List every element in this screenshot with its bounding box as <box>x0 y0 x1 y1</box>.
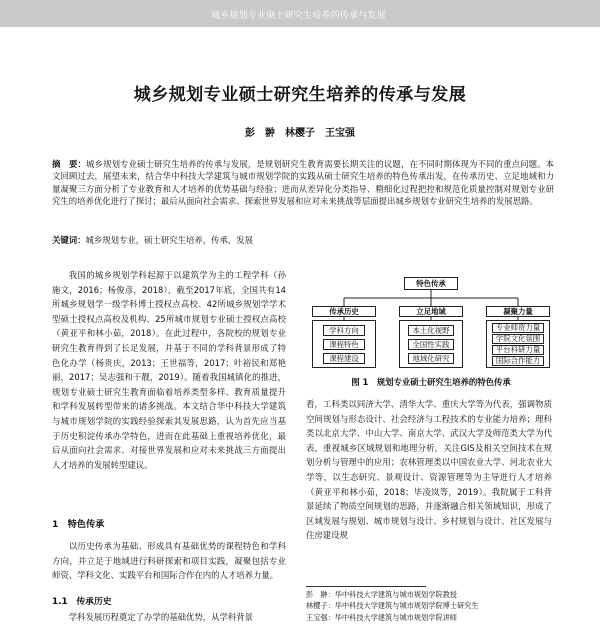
figure-col1-head: 传承历史 <box>312 306 376 317</box>
section-1-1-text: 学科发展历程奠定了办学的基础优势，从学科背景 <box>68 612 254 622</box>
figure-col3-item: 学院文化氛围 <box>492 334 544 344</box>
figure-col3-panel <box>486 320 550 368</box>
figure-top-box: 特色传承 <box>404 277 458 290</box>
figure-col1-panel <box>312 320 376 368</box>
figure-col2-item: 全国性实践 <box>408 339 454 350</box>
keywords <box>52 234 554 246</box>
footnote-divider <box>306 586 426 587</box>
figure-col3-item: 平台科研力量 <box>492 345 544 355</box>
paper-title: 城乡规划专业硕士研究生培养的传承与发展 <box>133 85 467 105</box>
author-footnotes <box>306 589 556 623</box>
section-heading-1-1: 1.1 传承历史 <box>52 597 112 607</box>
figure-col1-item: 课程建设 <box>323 353 365 364</box>
footnote-item: 林樱子：华中科技大学建筑与城市规划学院博士研究生 <box>306 601 479 611</box>
keywords-label: 关键词： <box>52 235 86 245</box>
figure-col1-item: 学科方向 <box>323 325 365 336</box>
section-1-1-paragraph <box>52 610 286 625</box>
section-1-paragraph <box>52 539 286 583</box>
right-column <box>306 397 552 543</box>
section-1-text: 以历史传承为基础、形成具有基础优势的课程特色和学科方向，并立足于地域进行科研探索和项目实践，凝聚包括专业师资、学科文化、实践平台和国际合作在内的人才培养力量。 <box>52 541 286 581</box>
keywords-text: 城乡规划专业，硕士研究生培养，传承，发展 <box>85 235 253 245</box>
intro-paragraph: 我国的城乡规划学科起源于以建筑学为主的工程学科（孙施文，2016；杨俊彦，2018），截至2017年底，全国共有14所城乡规划学一级学科博士授权点高校、42所城乡规划学学术型硕士授权点高校及机构、25所城市规划专业硕士授权点高校（黄亚平和林小茹，2018）。在此过程中，各院校的规划专业研究生教育得到了长足发展，并基于不同的学科背景形成了特色化办学（杨贵庆，2013；王世福等，2017；叶裕民和郑艳丽，2017；吴志强和干靓，2019）。随着我国城镇化的推进，规划专业硕士研究生教育面临着培养类型多样、教育质量提升和学科发展转型带来的诸多挑战。本文结合华中科技大学建筑与城市规划学院的实践经验探索其发展思路，认为首先应当基于历史积淀传承办学特色，进而在此基础上重视培养优化，最后从面向社会需求、对接世界发展和应对未来挑战三方面提出人才培养的发展转型建议。 <box>52 270 286 470</box>
figure-col2-panel <box>399 320 463 368</box>
figure-col2-item: 地域化研究 <box>408 353 454 364</box>
figure-col3-item: 国际合作能力 <box>492 356 544 366</box>
footnote-item: 彭 翀：华中科技大学建筑与城市规划学院教授 <box>306 590 457 599</box>
abstract <box>52 158 554 208</box>
authors: 彭 翀 林樱子 王宝强 <box>245 128 355 139</box>
running-title: 城乡规划专业硕士研究生培养的传承与发展 <box>211 11 386 21</box>
figure-col2-item: 本土化视野 <box>408 325 454 336</box>
footnote-item: 王宝强：华中科技大学建筑与城市规划学院讲师 <box>306 612 457 622</box>
abstract-text: 城乡规划专业硕士研究生培养的传承与发展，是规划研究生教育需要长期关注的议题，在不同时期体现为不同的重点问题。本文回顾过去，展望未来，结合华中科技大学建筑与城市规划学院的实践从硕士研究生培养的特色传承出发，在传承历史、立足地域和力量凝聚三方面分析了专业教育和人才培养的优势基础与经验；进而从差异化分类指导、精细化过程把控和规范化质量控制对规划专业研究生的培养优化进行了探讨；最后从面向社会需求、探索世界发展和应对未来挑战等层面提出城乡规划专业研究生培养的发展思路。 <box>52 159 554 207</box>
right-column-text: 看，工科类以同济大学、清华大学、重庆大学等为代表，强调物质空间规划与形态设计、社会经济与工程技术的专业能力培养；理科类以北京大学、中山大学、南京大学、武汉大学及师范类大学为代表，重视城乡区域规划和地理分析，关注GIS及相关空间技术在规划分析与管理中的应用；农林管理类以中国农业大学、河北农业大学等，以生态研究、景观设计、资源管理等为主导进行人才培养（黄亚平和林小茹，2018；毕凌岚等，2019）。我院属于工科背景延续了物质空间规划的思路，并逐渐融合相关领域知识，形成了区域发展与规划、城市规划与设计、乡村规划与设计、社区发展与住房建设规 <box>306 399 552 541</box>
figure-col2-head: 立足地域 <box>399 306 463 317</box>
figure-col3-item: 专业师资力量 <box>492 323 544 333</box>
figure-col1-item: 课程特色 <box>323 339 365 350</box>
section-heading-1: 1 特色传承 <box>52 519 105 530</box>
figure-caption: 图 1 规划专业硕士研究生培养的特色传承 <box>351 377 511 387</box>
figure-1 <box>306 272 556 387</box>
figure-col3-head: 凝聚力量 <box>486 306 550 317</box>
abstract-label: 摘 要： <box>52 159 87 169</box>
left-column <box>52 268 286 472</box>
running-header <box>0 0 600 27</box>
